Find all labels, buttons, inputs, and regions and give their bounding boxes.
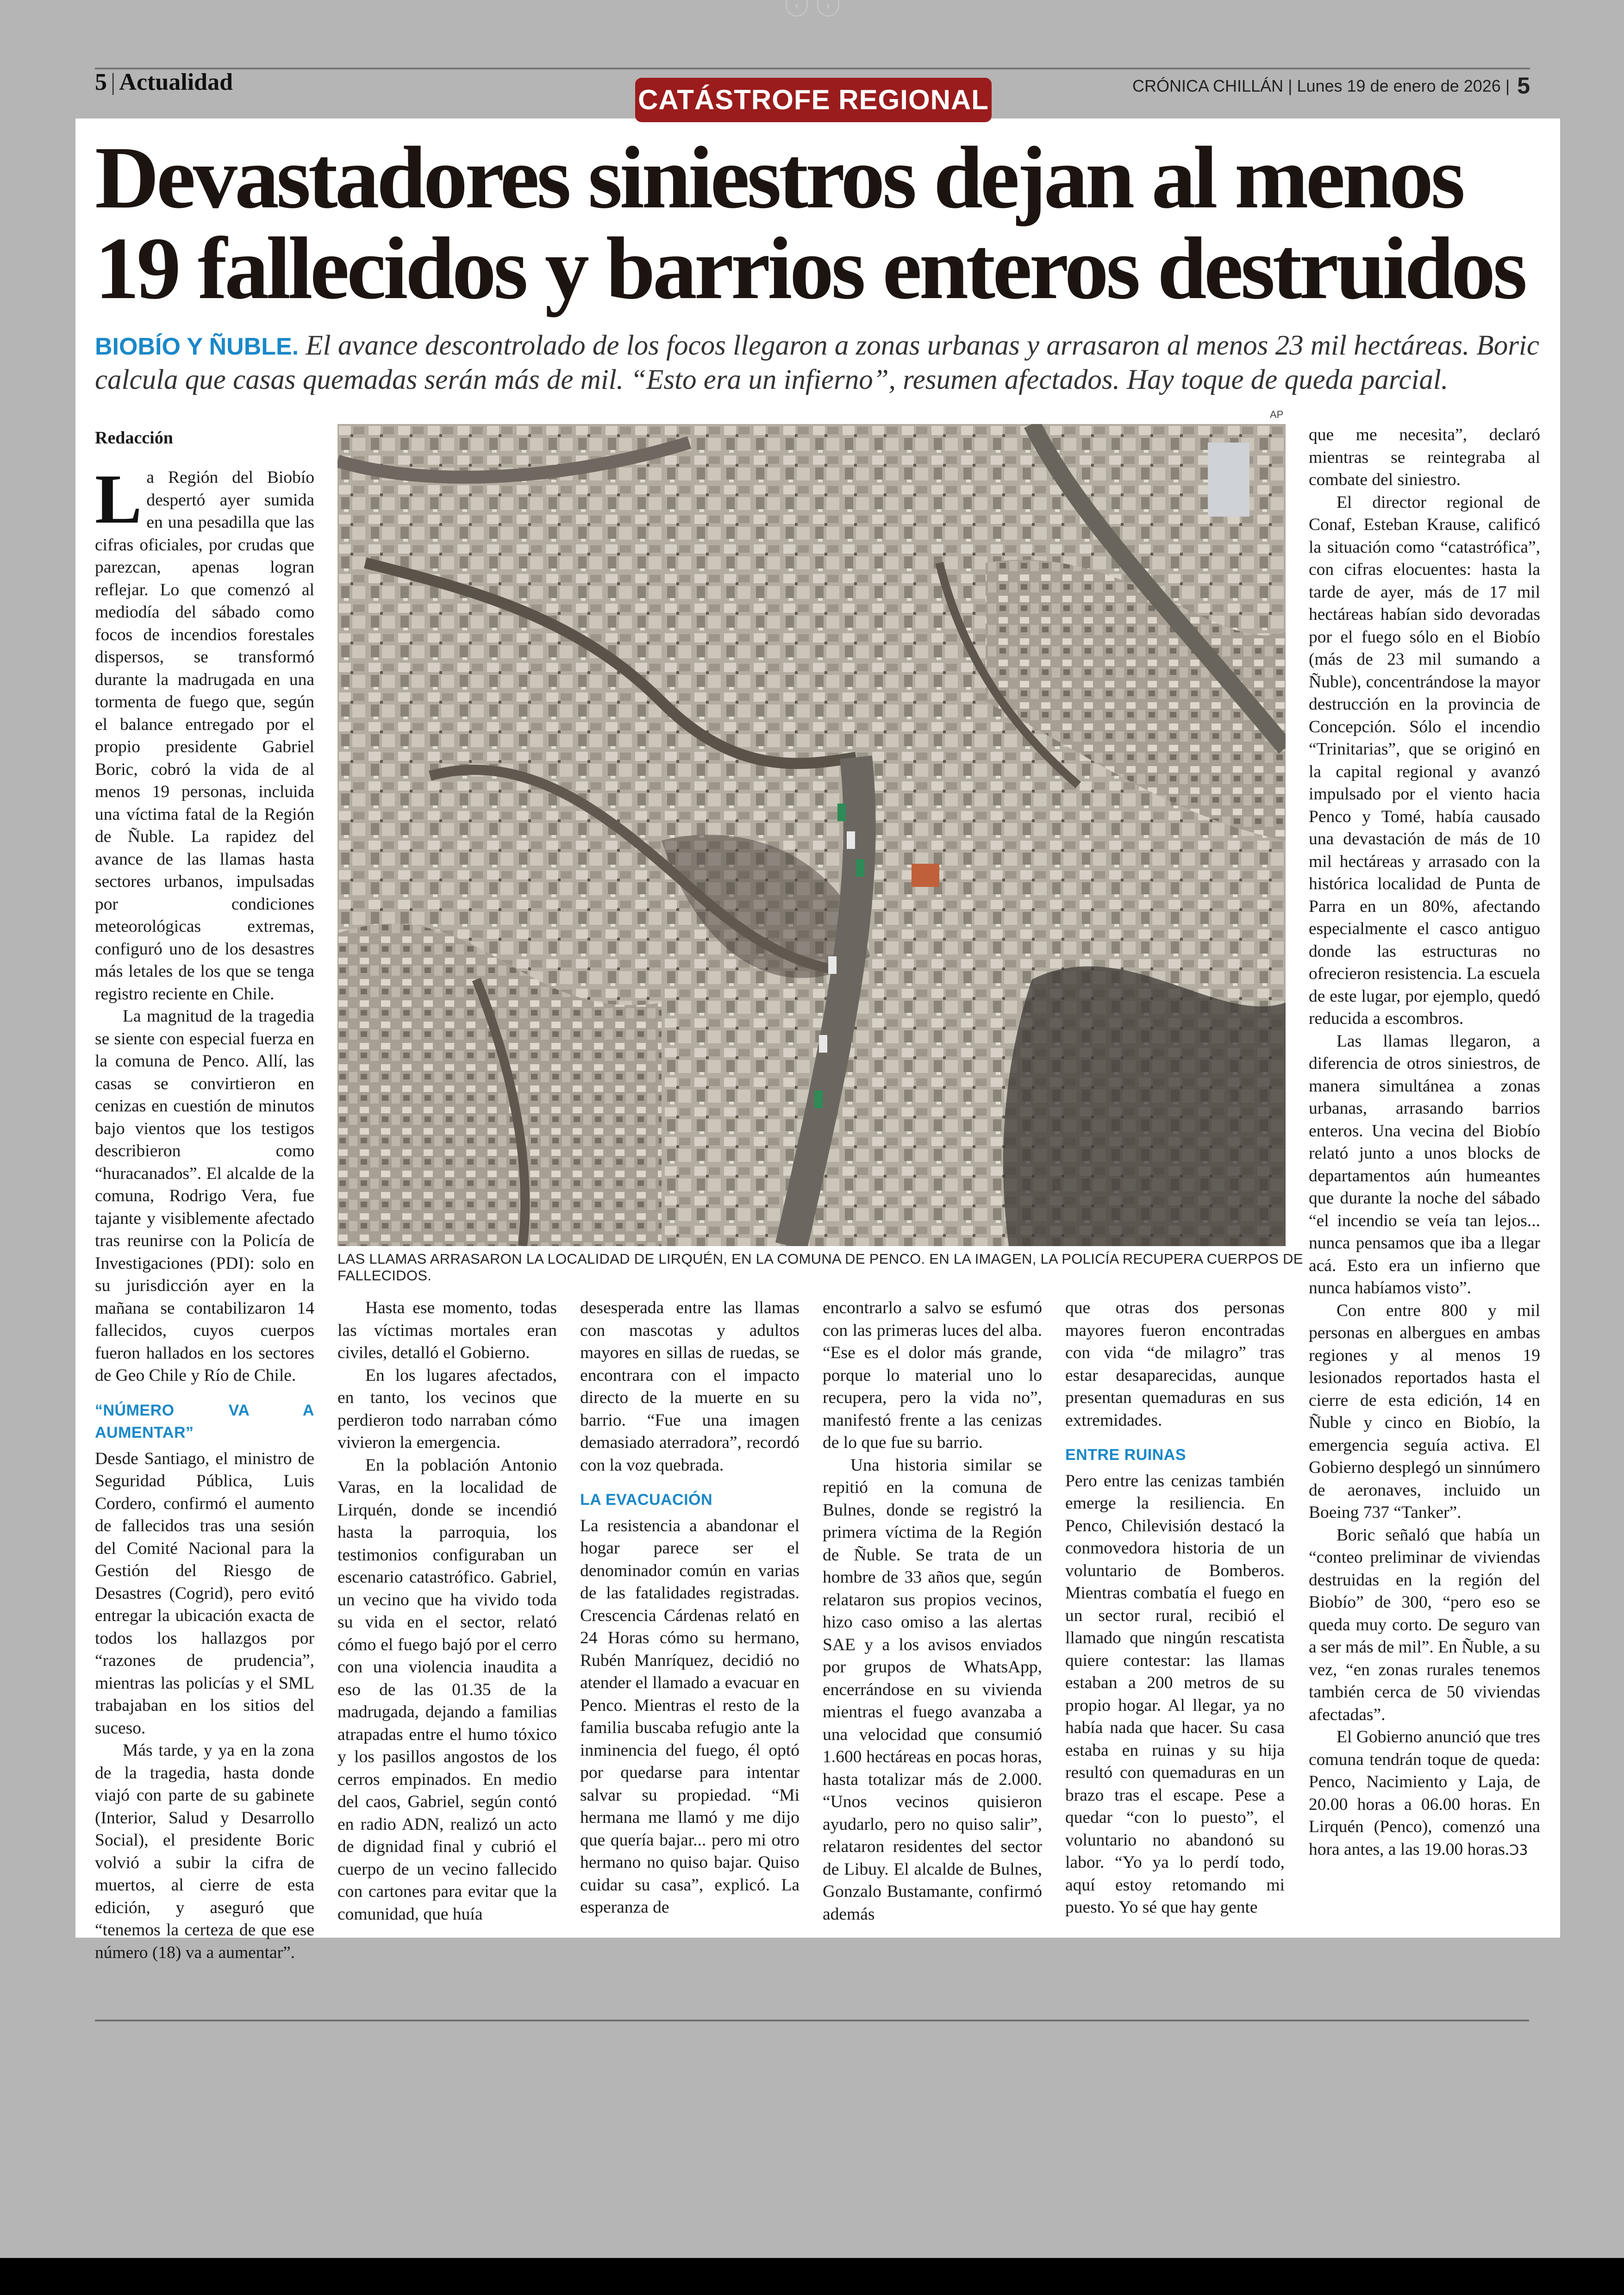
page-number-left: 5 bbox=[95, 69, 107, 95]
paragraph: encontrarlo a salvo se esfumó con las primeras luces del alba. “Ese es el dolor más grande, porque lo material uno lo recupera, pero la vida no”, manifestó frente a las cenizas de lo que fue su barrio. bbox=[823, 1298, 1042, 1452]
page-nav bbox=[778, 0, 847, 19]
paragraph: El director regional de Conaf, Esteban Krause, calificó la situación como “catastrófica”, con cifras elocuentes: hasta la tarde de ayer, más de 17 mil hectáreas habían sido devoradas por el fuego sólo en el Biobío (más de 23 mil sumando a Ñuble), concentrándose la mayor destrucción en la provincia de Concepción. Sólo el incendio “Trinitarias”, que se originó en la capital regional y avanzó impulsado por el viento hacia Penco y Tomé, había causado una devastación de más de 10 mil hectáreas y arrasado con la histórica localidad de Punta de Parra en un 80%, afectando especialmente el casco antiguo donde las estructuras no ofrecieron resistencia. La escuela de este lugar, por ejemplo, quedó reducida a escombros. bbox=[1309, 493, 1540, 1028]
subhead: LA EVACUACIÓN bbox=[580, 1491, 713, 1509]
deck bbox=[95, 329, 1544, 397]
column-3 bbox=[580, 1297, 800, 1919]
subhead: “NÚMERO VA A AUMENTAR” bbox=[95, 1401, 314, 1441]
deck-tag: BIOBÍO Y ÑUBLE. bbox=[95, 333, 299, 360]
next-page-icon[interactable]: › bbox=[817, 0, 839, 17]
paragraph: que otras dos personas mayores fueron encontradas con vida “de milagro” tras estar desaparecidas, aunque presentan quemaduras en sus extremidades. bbox=[1065, 1298, 1285, 1430]
headline-line-1: Devastadores siniestros dejan al menos bbox=[95, 128, 1463, 227]
photo-caption: LAS LLAMAS ARRASARON LA LOCALIDAD DE LIRQUÉN, EN LA COMUNA DE PENCO. EN LA IMAGEN, LA POLICÍA RECUPERA CUERPOS DE FALLECIDOS. bbox=[337, 1251, 1303, 1284]
aerial-photo bbox=[337, 424, 1286, 1246]
end-mark-icon: Ↄ3 bbox=[1509, 1842, 1528, 1858]
byline: Redacción bbox=[95, 428, 173, 448]
viewer-bottom-bar bbox=[0, 2258, 1624, 2295]
header-rule bbox=[95, 68, 1530, 69]
paragraph: desesperada entre las llamas con mascotas y adultos mayores en sillas de ruedas, se encontrara con el impacto directo de la muerte en su barrio. “Fue una imagen demasiado aterradora”, recordó con la voz quebrada. bbox=[580, 1298, 800, 1475]
paragraph: Con entre 800 y mil personas en albergues en ambas regiones y al menos 19 lesionados reportados hasta el cierre de esta edición, 14 en Ñuble y cinco en Biobío, la emergencia seguía activa. El Gobierno desplegó un sinnúmero de aeronaves, incluido un Boeing 737 “Tanker”. bbox=[1309, 1301, 1540, 1522]
paragraph: que me necesita”, declaró mientras se reintegraba al combate del siniestro. bbox=[1309, 425, 1540, 489]
column-4 bbox=[823, 1297, 1042, 1926]
issue-date: Lunes 19 de enero de 2026 bbox=[1297, 76, 1501, 95]
paragraph: Una historia similar se repitió en la comuna de Bulnes, donde se registró la primera víctima de la Región de Ñuble. Se trata de un hombre de 33 años que, según relataron sus propios vecinos, hizo caso omiso a las alertas SAE y a los avisos enviados por grupos de WhatsApp, encerrándose en su vivienda mientras el fuego avanzaba a una velocidad que consumió 1.600 hectáreas en pocas horas, hasta totalizar más de 2.000. “Unos vecinos quisieron ayudarlo, pero no quiso salir”, relataron residentes del sector de Libuy. El alcalde de Bulnes, Gonzalo Bustamante, confirmó además bbox=[823, 1455, 1042, 1924]
paragraph: La resistencia a abandonar el hogar parece ser el denominador común en varias de las fatalidades registradas. Crescencia Cárdenas relató en 24 Horas cómo su hermano, Rubén Manríquez, decidió no atender el llamado a evacuar en Penco. Mientras el resto de la familia buscaba refugio ante la inminencia del fuego, él optó por quedarse para intentar salvar su propiedad. “Mi hermana me llamó y me dijo que quería bajar... pero mi otro hermano no quiso bajar. Quiso cuidar su casa”, explicó. La esperanza de bbox=[580, 1516, 800, 1917]
paragraph: La Región del Biobío despertó ayer sumida en una pesadilla que las cifras oficiales, por crudas que parezcan, apenas logran reflejar. Lo que comenzó al mediodía del sábado como focos de incendios forestales dispersos, se transformó durante la madrugada en una tormenta de fuego que, según el balance entregado por el propio presidente Gabriel Boric, cobró la vida de al menos 19 personas, incluida una víctima fatal de la Región de Ñuble. La rapidez del avance de las llamas hasta sectores urbanos, impulsadas por condiciones meteorológicas extremas, configuró uno de los desastres más letales de los que se tenga registro reciente en Chile. bbox=[95, 460, 314, 1004]
section-name: Actualidad bbox=[119, 69, 233, 95]
paragraph: En la población Antonio Varas, en la localidad de Lirquén, donde se incendió hasta la parroquia, los testimonios configuraban un escenario catastrófico. Gabriel, un vecino que ha vivido toda su vida en el sector, relató cómo el fuego bajó por el cerro con una violencia inaudita a eso de las 01.35 de la madrugada, dejando a familias atrapadas entre el humo tóxico y los pasillos angostos de los cerros empinados. En medio del caos, Gabriel, según contó en radio ADN, realizó un acto de dignidad final y cubrió el cuerpo de un vecino fallecido con cartones para evitar que la comunidad, que huía bbox=[337, 1455, 557, 1924]
paragraph: Más tarde, y ya en la zona de la tragedia, hasta donde viajó con parte de su gabinete (Interior, Salud y Desarrollo Social), el presidente Boric volvió a subir la cifra de muertos, al cierre de esta edición, y aseguró que “tenemos la certeza de que ese número (18) va a aumentar”. bbox=[95, 1741, 314, 1962]
deck-text: El avance descontrolado de los focos llegaron a zonas urbanas y arrasaron al menos 23 mil hectáreas. Boric calcula que casas quemadas serán más de mil. “Esto era un infierno”, resumen afectados. Hay toque de queda parcial. bbox=[95, 330, 1539, 395]
headline-line-2: 19 fallecidos y barrios enteros destruidos bbox=[95, 219, 1525, 318]
paper-header: CRÓNICA CHILLÁN | Lunes 19 de enero de 2026 | 5 bbox=[1132, 73, 1530, 99]
paragraph: Hasta ese momento, todas las víctimas mortales eran civiles, detalló el Gobierno. bbox=[337, 1298, 557, 1362]
drop-cap: L bbox=[95, 460, 142, 538]
section-header: 5 | Actualidad bbox=[95, 69, 233, 95]
page-number-right: 5 bbox=[1517, 73, 1530, 99]
paragraph: El Gobierno anunció que tres comuna tendrán toque de queda: Penco, Nacimiento y Laja, de 20.00 horas a 06.00 horas. En Lirquén (Penco), comenzó una hora antes, a las 19.00 horas.Ↄ3 bbox=[1309, 1727, 1540, 1859]
paragraph: La magnitud de la tragedia se siente con especial fuerza en la comuna de Penco. Allí, las casas se convirtieron en cenizas en cuestión de minutos bajo vientos que los testigos describieron como “huracanados”. El alcalde de la comuna, Rodrigo Vera, fue tajante y visiblemente afectado tras reunirse con la Policía de Investigaciones (PDI): solo en su jurisdicción ayer en la mañana se contabilizaron 14 fallecidos, cuyos cuerpos fueron hallados en los sectores de Geo Chile y Río de Chile. bbox=[95, 1007, 314, 1385]
column-2 bbox=[337, 1297, 557, 1926]
paragraph: Las llamas llegaron, a diferencia de otros siniestros, de manera simultánea a zonas urbanas, arrasando barrios enteros. Una vecina del Biobío relató junto a unos blocks de departamentos aún humeantes que durante la noche del sábado “el incendio se veía tan lejos... nunca pensamos que iba a llegar acá. Esto era un infierno que nunca habíamos visto”. bbox=[1309, 1031, 1540, 1297]
column-5 bbox=[1065, 1297, 1285, 1919]
paragraph: Desde Santiago, el ministro de Seguridad Pública, Luis Cordero, confirmó el aumento de fallecidos tras una sesión del Comité Nacional para la Gestión del Riesgo de Desastres (Cogrid), pero evitó entregar la ubicación exacta de todos los hallazgos por “razones de prudencia”, mientras las policías y el SML trabajaban en los sitios del suceso. bbox=[95, 1449, 314, 1738]
column-1 bbox=[95, 460, 314, 1964]
prev-page-icon[interactable]: ‹ bbox=[786, 0, 808, 17]
paragraph: En los lugares afectados, en tanto, los vecinos que perdieron todo narraban cómo vivieron la emergencia. bbox=[337, 1366, 557, 1452]
headline bbox=[95, 128, 1544, 318]
paragraph: Pero entre las cenizas también emerge la resiliencia. En Penco, Chilevisión destacó la conmovedora historia de un voluntario de Bomberos. Mientras combatía el fuego en un sector rural, recibió el llamado que ningún rescatista quiere contestar: las llamas estaban a 200 metros de su propio hogar. Al llegar, ya no había nada que hacer. Su casa estaba en ruinas y su hija resultó con quemaduras en un brazo tras el escape. Pese a quedar “con lo puesto”, el voluntario no abandonó su labor. “Yo ya lo perdí todo, aquí estoy retomando mi puesto. Yo sé que hay gente bbox=[1065, 1471, 1285, 1917]
photo-credit: AP bbox=[1270, 409, 1284, 420]
footer-rule bbox=[95, 2020, 1529, 2021]
paragraph: Boric señaló que había un “conteo preliminar de viviendas destruidas en la región del Biobío” de 300, “pero eso se queda muy corto. De seguro van a ser más de mil”. En Ñuble, a su vez, “en zonas rurales tenemos también cerca de 50 viviendas afectadas”. bbox=[1309, 1525, 1540, 1724]
newspaper-page bbox=[75, 118, 1560, 1962]
paper-name: CRÓNICA CHILLÁN bbox=[1132, 76, 1284, 95]
subhead: ENTRE RUINAS bbox=[1065, 1446, 1187, 1464]
kicker-label: CATÁSTROFE REGIONAL bbox=[635, 78, 992, 122]
column-6 bbox=[1309, 424, 1540, 1862]
